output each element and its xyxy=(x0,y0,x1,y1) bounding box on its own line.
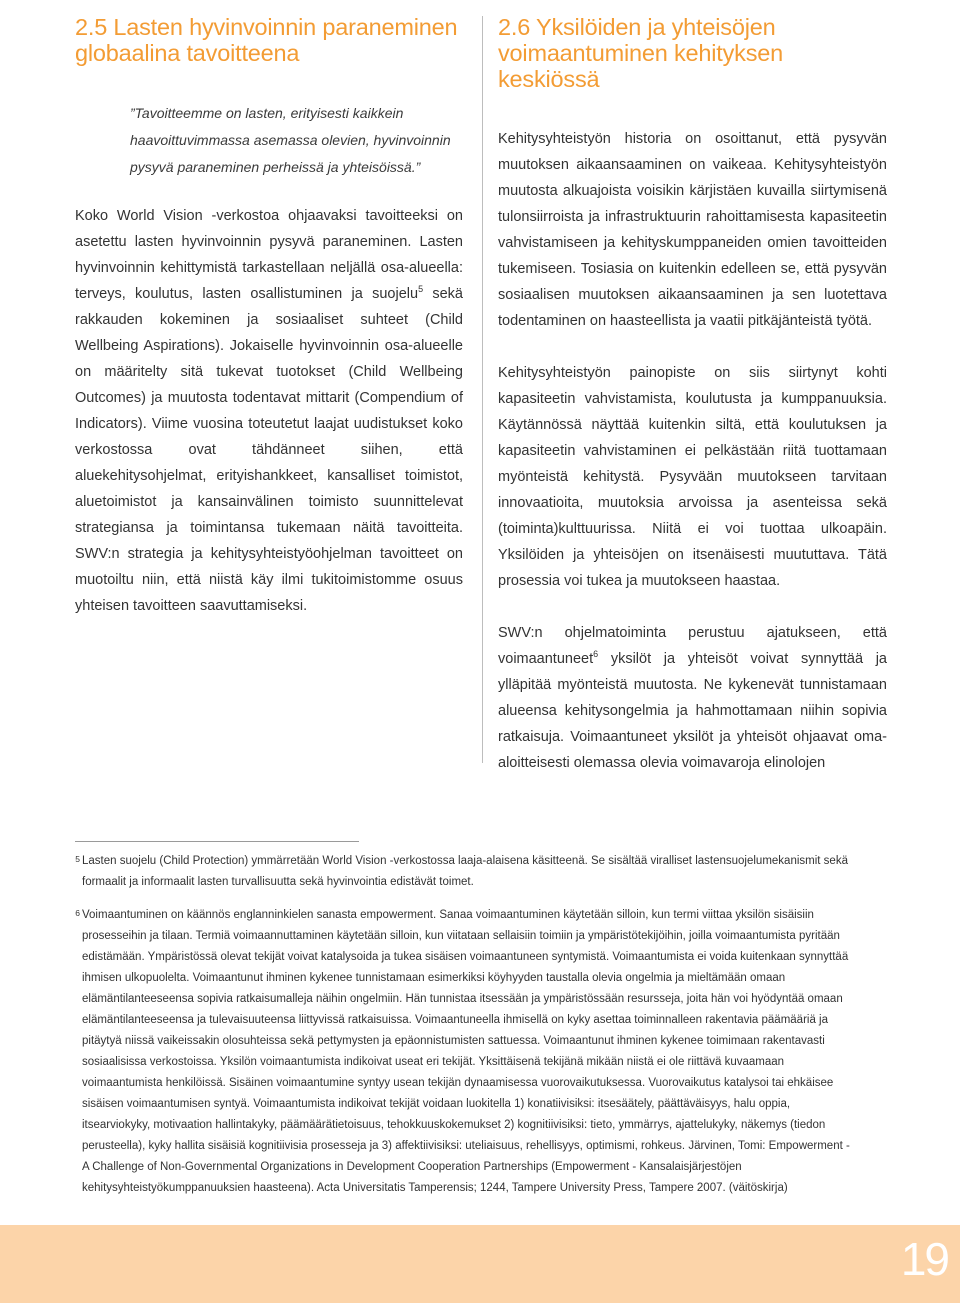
footnote-separator xyxy=(75,841,359,842)
left-body-paragraph xyxy=(75,203,463,619)
left-column xyxy=(75,14,463,619)
right-paragraph-2: Kehitysyhteistyön painopiste on siis siirtynyt kohti kapasiteetin vahvistamista, koulutusta ja kumppanuuksia. Käytännössä näyttää kuitenkin siltä, että koulutuksen ja kapasiteetin vahvistaminen ei pelkästään riitä tuottamaan myönteistä kehitystä. Pysyvään muutokseen tarvitaan innovaatioita, muutoksia arvoissa ja asenteissa sekä (toiminta)kulttuurissa. Niitä ei voi tuottaa ulkoapäin. Yksilöiden ja yhteisöjen on itsenäisesti muututtava. Tätä prosessia voi tukea ja muutokseen haastaa. xyxy=(498,365,887,589)
footnote-ref-5[interactable]: 5 xyxy=(418,284,424,295)
footnotes xyxy=(62,851,852,1199)
footnote-number: 5 xyxy=(75,854,80,864)
footnote-ref-6[interactable]: 6 xyxy=(593,649,599,660)
page-number: 19 xyxy=(900,1233,948,1285)
footnote-6 xyxy=(62,905,852,1199)
right-paragraph-3 xyxy=(498,620,887,776)
right-paragraph-1: Kehitysyhteistyön historia on osoittanut, että pysyvän muutoksen aikaansaaminen on vaikeaa. Kehitysyhteistyön muutosta alkuajoista voisikin kärjistäen kuvailla siirtymisenä tulonsiirroista ja infrastruktuurin rahoittamisesta kapasiteetin vahvistamiseen ja kehityskumppaneiden omien tavoitteiden tukemiseen. Tosiasia on kuitenkin edelleen se, että pysyvän sosiaalisen muutoksen aikaansaaminen ja sen luotettava todentaminen on haasteellista ja vaatii pitkäjänteistä työtä. xyxy=(498,131,887,329)
right-column xyxy=(498,14,887,776)
footnote-text: Lasten suojelu (Child Protection) ymmärretään World Vision -verkostossa laaja-alaisena käsitteenä. Se sisältää viralliset lastensuojelumekanismit sekä formaalit ja informaalit lasten turvallisuutta sekä hyvinvointia edistävät toimet. xyxy=(82,855,848,888)
section-heading-2-6: 2.6 Yksilöiden ja yhteisöjen voimaantuminen kehityksen keskiössä xyxy=(498,14,783,92)
footer-band xyxy=(0,1225,960,1303)
section-heading-2-5: 2.5 Lasten hyvinvoinnin paraneminen globaalina tavoitteena xyxy=(75,14,458,66)
left-body-text-2: sekä rakkauden kokeminen ja sosiaaliset suhteet (Child Wellbeing Aspirations). Jokaiselle hyvinvoinnin osa-alueelle on määritelty sitä tukevat tuotokset (Child Wellbeing Outcomes) ja muutosta todentavat mittarit (Compendium of Indicators). Viime vuosina toteutetut laajat uudistukset koko verkostossa ovat tähdänneet siihen, että aluekehitysohjelmat, erityishankkeet, kansalliset toimistot, aluetoimistot ja kansainvälinen toimisto suunnittelevat strategiansa ja toimintansa tukemaan näitä tavoitteita. SWV:n strategia ja kehitysyhteistyöohjelman tavoitteet on muotoiltu niin, että niistä käy ilmi tukitoimistomme osuus yhteisen tavoitteen saavuttamiseksi. xyxy=(75,286,463,614)
footnote-text: Voimaantuminen on käännös englanninkielen sanasta empowerment. Sanaa voimaantuminen käytetään silloin, kun termi viittaa yksilön sisäisiin prosesseihin ja tilaan. Termiä voimaannuttaminen käytetään silloin, kun viitataan sellaisiin toimiin ja ympäristötekijöihin, joilla voimaantumista pyritään edistämään. Ympäristössä olevat tekijät voivat katalysoida ja tukea sisäisen voimaantuneen syntymistä. Voimaantumista ei voida kuitenkaan synnyttää ihmisen ulkopuolelta. Voimaantunut ihminen kykenee tunnistamaan esimerkiksi köyhyyden taustalla olevia ongelmia ja mieltämään omaan elämäntilanteeseensa sopivia ratkaisumalleja näihin ongelmiin. Hän tunnistaa itsessään ja ympäristössään resursseja, joita hän voi hyödyntää omaan elämäntilanteeseensa ja tulevaisuuteensa liittyvissä ratkaisuissa. Voimaantuneella ihmisellä on kyky asettaa toiminnalleen rakentavia päämääriä ja pitäytyä niissä vaikeissakin olosuhteissa sekä pettymysten ja epäonnistumisten sattuessa. Voimaantunut ihminen kykenee toimimaan rakentavasti sosiaalisissa verkostoissa. Yksilön voimaantumista indikoivat useat eri tekijät. Yksittäisenä tekijänä mikään niistä ei ole riittävä kuvaamaan voimaantumista henkilöissä. Sisäinen voimaantumine syntyy usean tekijän dynaamisessa vuorovaikutuksessa. Vuorovaikutus katalysoi tai ehkäisee sisäisen voimaantumisen syntyä. Voimaantumista indikoivat tekijät voidaan luokitella 1) konatiivisiksi: itsesäätely, päättäväisyys, halu oppia, itsearviokyky, motivaation hallintakyky, päämäärätietoisuus, tehokkuuskokemukset 2) kognitiivisiksi: tieto, ymmärrys, ajattelukyky, näkemys (tiedon perusteella), kyky hallita sisäisiä kognitiivisia prosesseja ja 3) affektiivisiksi: uteliaisuus, rehellisyys, optimismi, rohkeus. Järvinen, Tomi: Empowerment - A Challenge of Non-Governmental Organizations in Development Cooperation Partnerships (Empowerment - Kansalaisjärjestöjen kehitysyhteistyökumppanuuksien haasteena). Acta Universitatis Tamperensis; 1244, Tampere University Press, Tampere 2007. (väitöskirja) xyxy=(82,909,850,1194)
footnote-5 xyxy=(62,851,852,893)
column-divider xyxy=(482,16,483,763)
right-paragraph-3-text-a: SWV:n ohjelmatoiminta perustuu ajatukseen, että voimaantuneet xyxy=(498,625,887,667)
left-body-text-1: Koko World Vision -verkostoa ohjaavaksi tavoitteeksi on asetettu lasten hyvinvoinnin pysyvä paraneminen. Lasten hyvinvoinnin kehittymistä tarkastellaan neljällä osa-alueella: terveys, koulutus, lasten osallistuminen ja suojelu xyxy=(75,208,463,302)
footnote-number: 6 xyxy=(75,908,80,918)
right-paragraph-3-text-b: yksilöt ja yhteisöt voivat synnyttää ja ylläpitää myönteistä muutosta. Ne kykenevät tunnistamaan alueensa kehitysongelmia ja hahmottamaan niihin sopivia ratkaisuja. Voimaantuneet yksilöt ja yhteisöt ohjaavat oma-aloitteisesti olemassa olevia voimavaroja elinolojen xyxy=(498,651,887,771)
vision-quote: ”Tavoitteemme on lasten, erityisesti kaikkein haavoittuvimmassa asemassa olevien, hyvinvoinnin pysyvä paraneminen perheissä ja yhteisöissä.” xyxy=(130,105,451,175)
